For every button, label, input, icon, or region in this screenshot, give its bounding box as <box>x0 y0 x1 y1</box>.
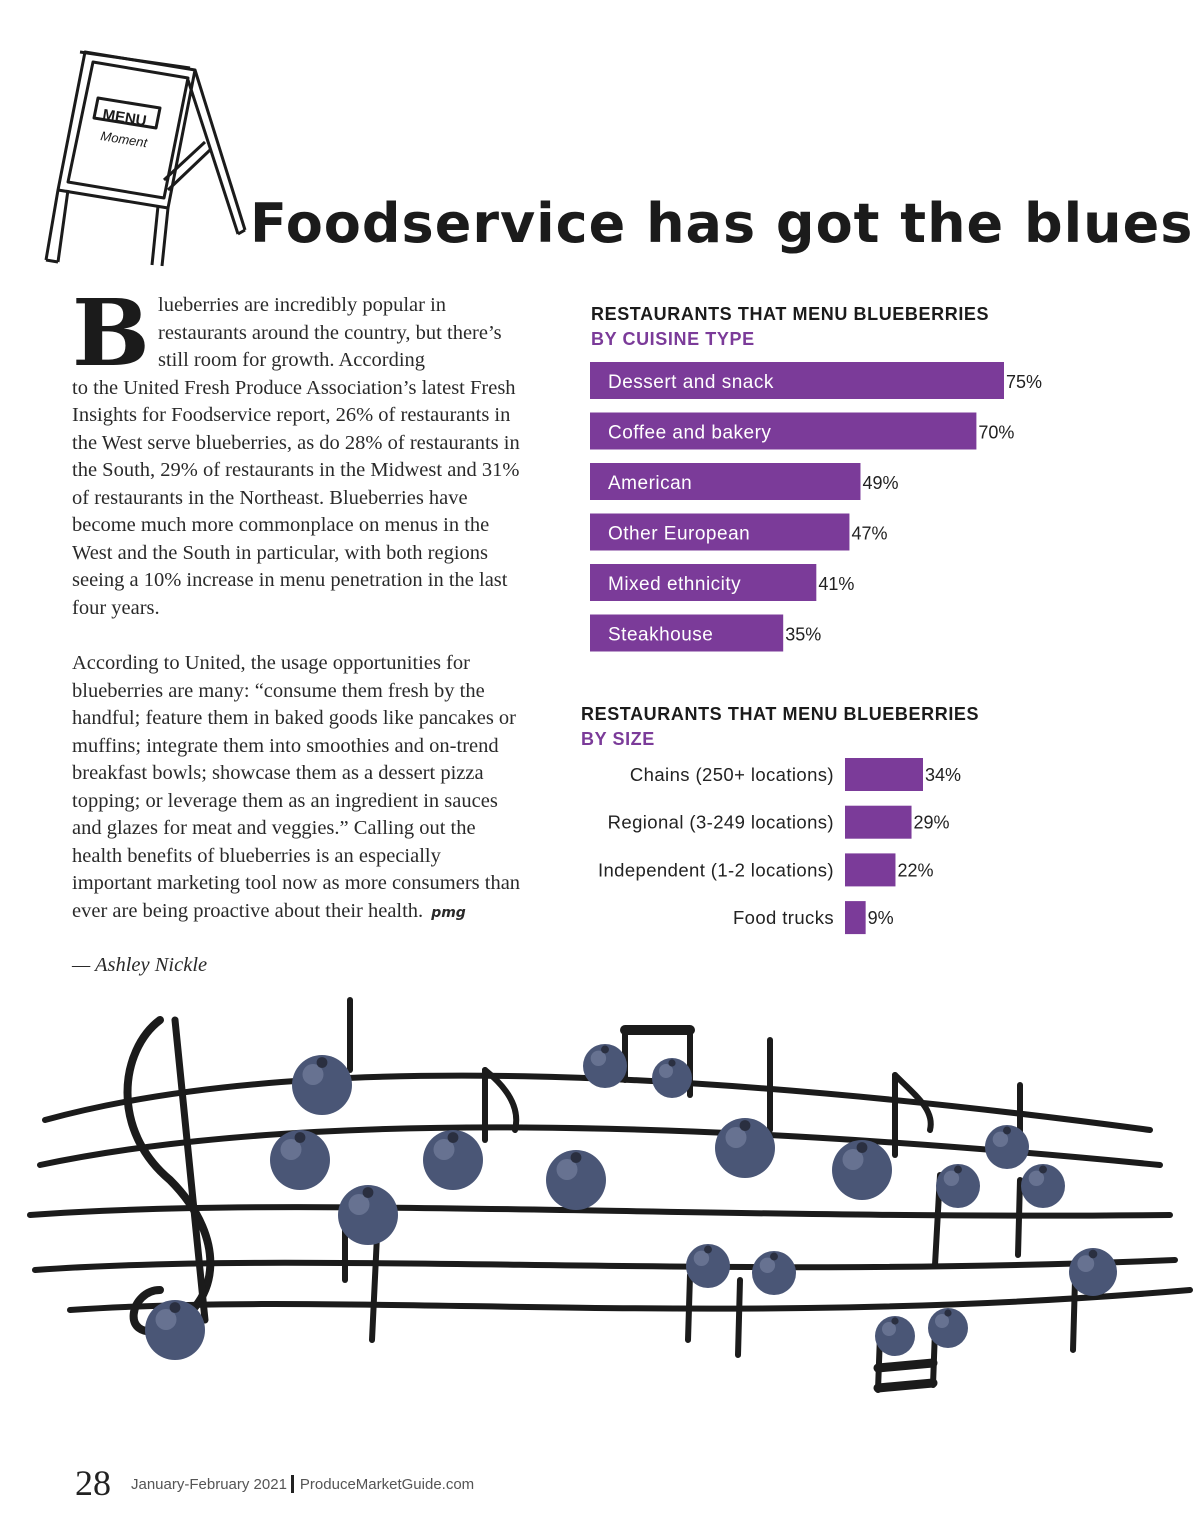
blueberry-crown <box>1089 1250 1098 1259</box>
bar-category-label: Regional (3-249 locations) <box>607 811 834 833</box>
bar-value-label: 35% <box>785 624 822 645</box>
size-bar-chart <box>570 755 990 935</box>
author-byline: — Ashley Nickle <box>72 954 208 976</box>
bar-category-label: Steakhouse <box>608 624 714 646</box>
paragraph-1-rest: to the United Fresh Produce Association’s latest Fresh Insights for Foodservice report, 26% of restaurants in the West serve blueberries, as do 28% of restaurants in the South, 29% of restaurants in the Midwest and 31% of restaurants in the Northeast. Blueberries have become much more commonplace on menus in the West and the South in particular, with both regions seeing a 10% increase in menu penetration in the last four years. <box>72 376 520 619</box>
blueberry-crown <box>363 1187 374 1198</box>
bar-category-label: Other European <box>608 523 751 545</box>
paragraph-2-text: According to United, the usage opportunities for blueberries are many: “consume them fresh by the handful; feature them in baked goods like pancakes or muffins; integrate them into smoothies and on-trend breakfast bowls; showcase them as a dessert pizza topping; or leverage them as an ingredient in sauces and glazes for meat and veggies.” Calling out the health benefits of blueberries is an especially important marketing tool now as more consumers than ever are being proactive about their health. <box>72 652 521 922</box>
bar-value-label: 29% <box>913 812 950 833</box>
footer-info <box>131 1475 474 1493</box>
pmg-signoff: pmg <box>431 904 466 921</box>
bar-0 <box>845 758 923 791</box>
drop-cap: B <box>72 279 150 387</box>
blueberry-crown <box>571 1152 582 1163</box>
bar-value-label: 47% <box>851 523 888 544</box>
logo-moment-text: Moment <box>99 128 149 151</box>
bar-category-label: Coffee and bakery <box>608 422 772 444</box>
blueberry-crown <box>1039 1166 1047 1174</box>
blueberry-crown <box>954 1166 962 1174</box>
bar-category-label: Food trucks <box>732 907 834 929</box>
bar-category-label: Dessert and snack <box>608 372 774 393</box>
blueberry-crown <box>448 1132 459 1143</box>
bar-value-label: 49% <box>862 473 899 493</box>
bar-category-label: Chains (250+ locations) <box>629 764 834 785</box>
cuisine-bar-chart <box>590 360 1070 660</box>
menu-moment-easel-logo <box>40 40 250 270</box>
page-number: 28 <box>75 1463 111 1503</box>
bar-2 <box>845 853 895 886</box>
chart1-title-block <box>591 302 989 352</box>
page-headline: Foodservice has got the blues <box>250 192 1194 255</box>
article-paragraph-1 <box>72 279 522 622</box>
bar-value-label: 70% <box>978 422 1015 443</box>
blueberry-crown <box>944 1309 951 1316</box>
bar-1 <box>845 806 912 839</box>
chart2-subtitle: BY SIZE <box>581 729 655 749</box>
blueberry-crown <box>668 1059 675 1066</box>
bar-value-label: 22% <box>897 860 934 881</box>
article-paragraph-2 <box>72 650 522 927</box>
bar-value-label: 41% <box>818 574 855 594</box>
bar-category-label: Mixed ethnicity <box>608 574 742 595</box>
blueberry-crown <box>740 1120 751 1131</box>
bar-category-label: Independent (1-2 locations) <box>597 859 834 881</box>
paragraph-1-lead: lueberries are incredibly popular in restaurants around the country, but there’s still room for growth. According <box>158 294 502 371</box>
blueberry-crown <box>317 1057 328 1068</box>
issue-date: January-February 2021 <box>131 1476 287 1493</box>
bar-value-label: 75% <box>1006 372 1043 392</box>
bar-value-label: 34% <box>925 765 962 785</box>
blueberry-crown <box>857 1142 868 1153</box>
chart2-title-block <box>581 702 979 752</box>
bar-3 <box>845 901 866 934</box>
blueberry-crown <box>295 1132 306 1143</box>
bar-category-label: American <box>608 473 693 494</box>
blueberry-crown <box>601 1046 609 1054</box>
blueberry-crown <box>770 1253 778 1261</box>
blueberry-crown <box>170 1302 181 1313</box>
chart2-title: RESTAURANTS THAT MENU BLUEBERRIES <box>581 704 980 724</box>
bar-value-label: 9% <box>867 908 894 929</box>
chart1-title: RESTAURANTS THAT MENU BLUEBERRIES <box>591 304 990 324</box>
blueberry-crown <box>704 1246 712 1254</box>
blueberry-music-staff-illustration <box>0 990 1200 1410</box>
logo-menu-text: MENU <box>101 106 148 130</box>
website-link[interactable]: ProduceMarketGuide.com <box>299 1476 475 1493</box>
blueberry-crown <box>891 1317 898 1324</box>
blueberry-crown <box>1003 1127 1011 1135</box>
footer-separator <box>291 1475 294 1493</box>
chart1-subtitle: BY CUISINE TYPE <box>591 329 755 349</box>
